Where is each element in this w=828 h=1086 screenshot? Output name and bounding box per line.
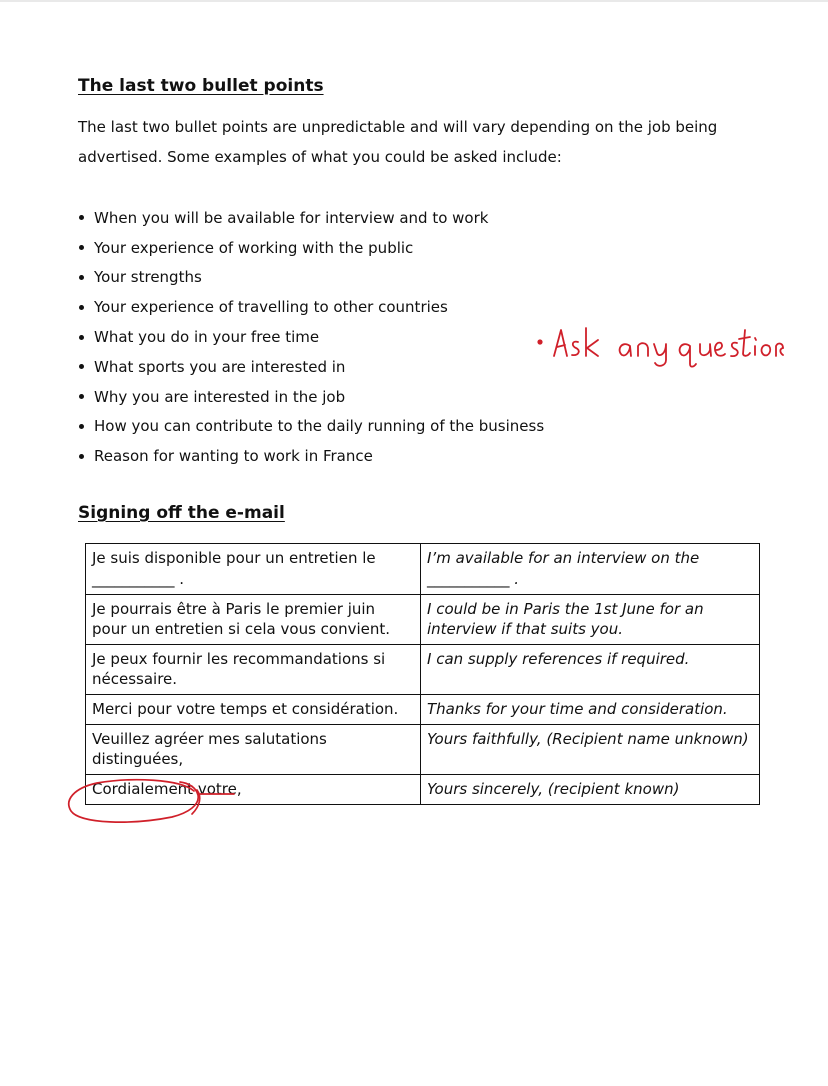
list-item-text: What you do in your free time (94, 328, 320, 347)
list-item-text: Your experience of travelling to other countries (94, 298, 448, 317)
table-row (86, 544, 760, 595)
french-cell (86, 544, 421, 595)
blank-line: ___________ . (92, 570, 185, 588)
english-cell: Thanks for your time and consideration. (421, 695, 760, 725)
list-item (78, 441, 544, 471)
french-cell: Je pourrais être à Paris le premier juin pour un entretien si cela vous convient. (86, 595, 421, 645)
section-heading-signing-off: Signing off the e-mail (78, 503, 285, 523)
english-cell (421, 544, 760, 595)
examples-bullet-list (78, 203, 544, 471)
bullet-icon (79, 305, 84, 310)
list-item (78, 263, 544, 293)
struck-word: votre (197, 780, 237, 798)
bullet-icon (79, 245, 84, 250)
english-text: I’m available for an interview on the (427, 549, 700, 567)
table-row (86, 645, 760, 695)
bullet-icon (79, 275, 84, 280)
bullet-icon (79, 335, 84, 340)
english-cell: I could be in Paris the 1st June for an interview if that suits you. (421, 595, 760, 645)
english-cell: Yours faithfully, (Recipient name unknown) (421, 725, 760, 775)
bullet-icon (79, 394, 84, 399)
intro-text-line-1: The last two bullet points are unpredictable and will vary depending on the job being (78, 118, 718, 136)
bullet-icon (79, 215, 84, 220)
list-item (78, 292, 544, 322)
french-cell: Merci pour votre temps et considération. (86, 695, 421, 725)
list-item (78, 352, 544, 382)
list-item-text: How you can contribute to the daily running of the business (94, 417, 545, 436)
list-item-text: Your strengths (94, 268, 202, 287)
list-item-text: Reason for wanting to work in France (94, 447, 373, 466)
french-cell: Je peux fournir les recommandations si nécessaire. (86, 645, 421, 695)
list-item (78, 412, 544, 442)
french-text: Je suis disponible pour un entretien le (92, 549, 376, 567)
list-item-text: Why you are interested in the job (94, 387, 346, 406)
table-row (86, 595, 760, 645)
french-text: Cordialement (92, 780, 194, 798)
trailing-comma: , (236, 780, 242, 798)
table-row (86, 775, 760, 805)
list-item (78, 203, 544, 233)
french-cell: Veuillez agréer mes salutations distinguées, (86, 725, 421, 775)
top-edge-line (0, 0, 828, 2)
list-item (78, 322, 544, 352)
section-heading-bullet-points: The last two bullet points (78, 76, 324, 96)
bullet-icon (79, 424, 84, 429)
bullet-icon (79, 454, 84, 459)
list-item-text: Your experience of working with the public (94, 238, 414, 257)
table-row (86, 695, 760, 725)
english-cell: Yours sincerely, (recipient known) (421, 775, 760, 805)
list-item-text: What sports you are interested in (94, 357, 346, 376)
intro-text-line-2: advertised. Some examples of what you could be asked include: (78, 148, 562, 166)
handwritten-note-ask-any-questions (534, 320, 784, 370)
french-cell (86, 775, 421, 805)
english-cell: I can supply references if required. (421, 645, 760, 695)
list-item (78, 382, 544, 412)
list-item-text: When you will be available for interview and to work (94, 208, 489, 227)
sign-off-phrases-table (85, 543, 760, 805)
blank-line: ___________ . (427, 570, 520, 588)
bullet-icon (79, 364, 84, 369)
table-row (86, 725, 760, 775)
list-item (78, 233, 544, 263)
